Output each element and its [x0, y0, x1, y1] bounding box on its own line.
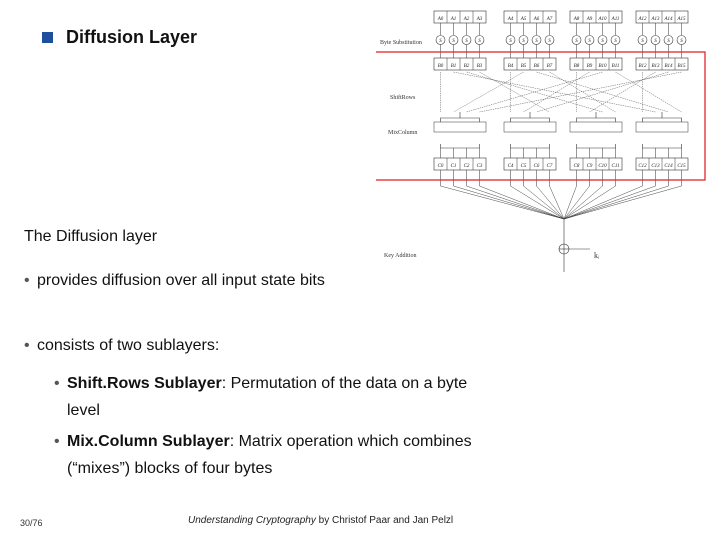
key-symbol: kᵢ	[594, 251, 600, 260]
converge-line	[537, 186, 565, 219]
input-byte-label: A6	[533, 17, 540, 22]
mid-byte-label: B0	[437, 64, 444, 69]
mixcolumn-bracket-bottom	[511, 144, 550, 148]
mixcolumn-bracket-top	[577, 118, 616, 122]
mid-byte-label: B5	[520, 64, 527, 69]
output-byte-label: C14	[664, 164, 673, 169]
output-byte-label: C9	[586, 164, 593, 169]
mid-byte-label: B6	[533, 64, 540, 69]
input-byte-label: A15	[677, 17, 686, 22]
intro-text: The Diffusion layer	[24, 228, 158, 245]
sbox-label: S	[601, 39, 604, 44]
mid-byte-label: B12	[638, 64, 647, 69]
sbox-label: S	[667, 39, 670, 44]
input-byte-label: A14	[664, 17, 673, 22]
output-byte-label: C2	[463, 164, 470, 169]
output-byte-label: C1	[450, 164, 457, 169]
input-byte-label: A9	[586, 17, 593, 22]
input-byte-label: A2	[463, 17, 470, 22]
converge-line	[564, 186, 643, 219]
mid-byte-label: B13	[651, 64, 660, 69]
shiftrows-line	[590, 72, 656, 112]
mixcolumn-desc: : Matrix operation which combines (“mixes”) blocks of four bytes	[67, 433, 472, 477]
shiftrows-line	[480, 72, 550, 112]
output-byte-label: C13	[651, 164, 660, 169]
mid-byte-label: B10	[598, 64, 607, 69]
sbox-label: S	[535, 39, 538, 44]
output-byte-label: C12	[638, 164, 647, 169]
converge-line	[524, 186, 565, 219]
sbox-label: S	[654, 39, 657, 44]
shiftrows-line	[537, 72, 669, 112]
converge-line	[564, 186, 603, 219]
mid-byte-label: B15	[677, 64, 686, 69]
mid-byte-label: B2	[463, 64, 470, 69]
mixcolumn-bracket-top	[511, 118, 550, 122]
input-byte-label: A8	[573, 17, 580, 22]
sbox-label: S	[641, 39, 644, 44]
input-byte-label: A13	[651, 17, 660, 22]
input-byte-label: A10	[598, 17, 607, 22]
converge-line	[564, 186, 656, 219]
aes-round-diagram	[376, 4, 706, 274]
mixcolumn-box	[434, 122, 486, 132]
byte-substitution-label: Byte Substitution	[380, 40, 422, 46]
output-byte-label: C0	[437, 164, 444, 169]
converge-line	[511, 186, 565, 219]
page-number: 30/76	[20, 518, 43, 528]
input-byte-label: A12	[638, 17, 647, 22]
bullet-sublayers	[24, 337, 219, 355]
mixcolumn-bracket-top	[643, 118, 682, 122]
sbox-label: S	[439, 39, 442, 44]
mixcolumn-bracket-bottom	[577, 144, 616, 148]
input-byte-label: A11	[611, 17, 620, 22]
sbox-label: S	[575, 39, 578, 44]
converge-line	[564, 186, 616, 219]
shiftrows-term: Shift.Rows Sublayer	[67, 375, 222, 392]
output-byte-label: C6	[533, 164, 540, 169]
sbox-label: S	[614, 39, 617, 44]
shiftrows-line	[454, 72, 656, 112]
bullet-shiftrows	[54, 370, 474, 424]
sbox-label: S	[478, 39, 481, 44]
mid-byte-label: B7	[546, 64, 553, 69]
output-byte-label: C7	[546, 164, 553, 169]
sbox-label: S	[548, 39, 551, 44]
shiftrows-line	[480, 72, 682, 112]
sbox-label: S	[680, 39, 683, 44]
bullet-mixcolumn	[54, 428, 474, 482]
input-byte-label: A3	[476, 17, 483, 22]
bullet-dot-icon: •	[24, 337, 30, 354]
mid-byte-label: B14	[664, 64, 673, 69]
mixcolumn-bracket-top	[441, 118, 480, 122]
mixcolumn-label: MixColumn	[388, 130, 418, 136]
mid-byte-label: B11	[611, 64, 620, 69]
mixcolumn-box	[504, 122, 556, 132]
converge-line	[564, 186, 590, 219]
page-title: Diffusion Layer	[66, 27, 198, 47]
bullet-text: consists of two sublayers:	[37, 337, 220, 354]
shiftrows-desc: : Permutation of the data on a byte level	[67, 375, 468, 419]
footer-suffix: by Christof Paar and Jan Pelzl	[315, 515, 454, 526]
mid-byte-label: B8	[573, 64, 580, 69]
bullet-text: provides diffusion over all input state bits	[37, 272, 325, 289]
sbox-label: S	[452, 39, 455, 44]
converge-line	[480, 186, 565, 219]
output-byte-label: C4	[507, 164, 514, 169]
key-addition-label: Key Addition	[384, 253, 417, 259]
sbox-label: S	[465, 39, 468, 44]
shiftrows-line	[454, 72, 524, 112]
footer-book: Cryptography	[255, 515, 316, 526]
input-byte-label: A1	[450, 17, 457, 22]
output-byte-label: C15	[677, 164, 686, 169]
output-byte-label: C10	[598, 164, 607, 169]
converge-line	[564, 186, 682, 219]
mid-byte-label: B1	[450, 64, 457, 69]
title-bullet-icon	[42, 32, 53, 43]
mid-byte-label: B9	[586, 64, 593, 69]
bullet-dot-icon: •	[54, 433, 60, 450]
mixcolumn-box	[570, 122, 622, 132]
sbox-label: S	[509, 39, 512, 44]
input-byte-label: A0	[437, 17, 444, 22]
output-byte-label: C5	[520, 164, 527, 169]
output-byte-label: C3	[476, 164, 483, 169]
bullet-diffusion	[24, 272, 325, 290]
bullet-text	[67, 428, 474, 482]
mixcolumn-bracket-bottom	[441, 144, 480, 148]
input-byte-label: A5	[520, 17, 527, 22]
shiftrows-label: ShiftRows	[390, 95, 416, 101]
mixcolumn-bracket-bottom	[643, 144, 682, 148]
converge-line	[454, 186, 565, 219]
converge-line	[564, 186, 669, 219]
output-byte-label: C11	[611, 164, 620, 169]
footer-citation	[188, 515, 453, 526]
bullet-dot-icon: •	[54, 375, 60, 392]
footer-prefix: Understanding	[188, 515, 256, 526]
sbox-label: S	[522, 39, 525, 44]
converge-line	[441, 186, 565, 219]
converge-line	[467, 186, 565, 219]
bullet-text	[67, 370, 474, 424]
mixcolumn-box	[636, 122, 688, 132]
output-byte-label: C8	[573, 164, 580, 169]
mid-byte-label: B3	[476, 64, 483, 69]
input-byte-label: A4	[507, 17, 514, 22]
converge-line	[564, 186, 577, 219]
mid-byte-label: B4	[507, 64, 514, 69]
mixcolumn-term: Mix.Column Sublayer	[67, 433, 230, 450]
shiftrows-line	[537, 72, 669, 112]
sbox-label: S	[588, 39, 591, 44]
input-byte-label: A7	[546, 17, 553, 22]
bullet-dot-icon: •	[24, 272, 30, 289]
